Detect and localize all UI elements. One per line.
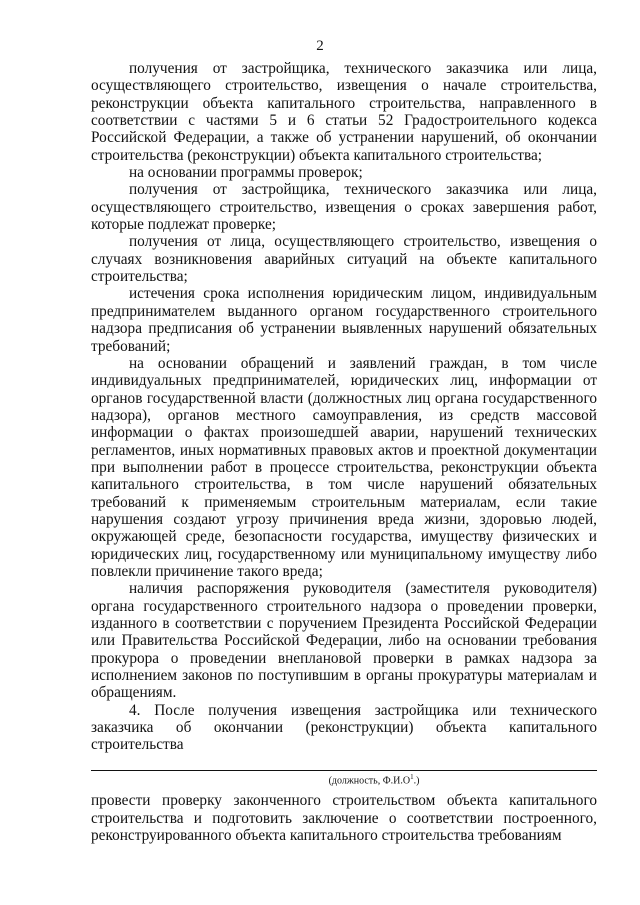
paragraph-inspection-program: на основании программы проверок; xyxy=(129,164,363,182)
signature-caption-end: .) xyxy=(413,775,420,787)
page-number: 2 xyxy=(316,38,324,54)
signature-block xyxy=(91,770,597,844)
paragraph-item-4: 4. После получения извещения застройщика или технического заказчика об окончании (реконструкции) объекта капитального строительства xyxy=(91,701,597,754)
signature-caption xyxy=(91,772,597,786)
paragraph-citizen-appeals: на основании обращений и заявлений граждан, в том числе индивидуальных предпринимателей, юридических лиц, информации от органов государственной власти (должностных лиц органа государственного надзора), органов местного самоуправления, из средств массовой информации о фактах произошедшей аварии, нарушений технических регламентов, иных нормативных правовых актов и проектной документации при выполнении работ в процессе строительства, реконструкции объекта капитального строительства, в том числе нарушений обязательных требований к применяемым строительным материалам, если такие нарушения создают угрозу причинения вреда жизни, здоровью людей, окружающей среде, безопасности государства, имуществу физических и юридических лиц, государственному или муниципальному имуществу либо повлекли причинение такого вреда; xyxy=(91,354,597,580)
paragraph-notification-start: получения от застройщика, технического заказчика или лица, осуществляющего строительство, извещения о начале строительства, реконструкции объекта капитального строительства, направленного в соответствии с частями 5 и 6 статьи 52 Градостроительного кодекса Российской Федерации, а также об устранении нарушений, об окончании строительства (реконструкции) объекта капитального строительства; xyxy=(91,60,597,164)
signature-caption-text: (должность, Ф.И.О xyxy=(328,775,411,787)
paragraph-emergency-situations: получения от лица, осуществляющего строительство, извещения о случаях возникновения аварийных ситуаций на объекте капитального строительства; xyxy=(91,233,597,286)
paragraph-management-order: наличия распоряжения руководителя (заместителя руководителя) органа государственного строительного надзора о проведении проверки, изданного в соответствии с поручением Президента Российской Федерации или Правительства Российской Федерации, либо на основании требования прокурора о проведении внеплановой проверки в рамках надзора за исполнением законов по поступившим в органы прокуратуры материалам и обращениям. xyxy=(91,580,597,702)
footnote-mark: 1 xyxy=(410,773,414,781)
paragraph-completion-dates: получения от застройщика, технического заказчика или лица, осуществляющего строительство, извещения о сроках завершения работ, которые подлежат проверке; xyxy=(91,181,597,234)
document-body xyxy=(91,60,597,754)
signature-line xyxy=(91,770,597,771)
continuation-text: провести проверку законченного строительством объекта капитального строительства и подготовить заключение о соответствии построенного, реконструированного объекта капитального строительства требованиям xyxy=(91,792,597,845)
paragraph-order-deadline: истечения срока исполнения юридическим лицом, индивидуальным предпринимателем выданного органом государственного строительного надзора предписания об устранении выявленных нарушений обязательных требований; xyxy=(91,285,597,355)
